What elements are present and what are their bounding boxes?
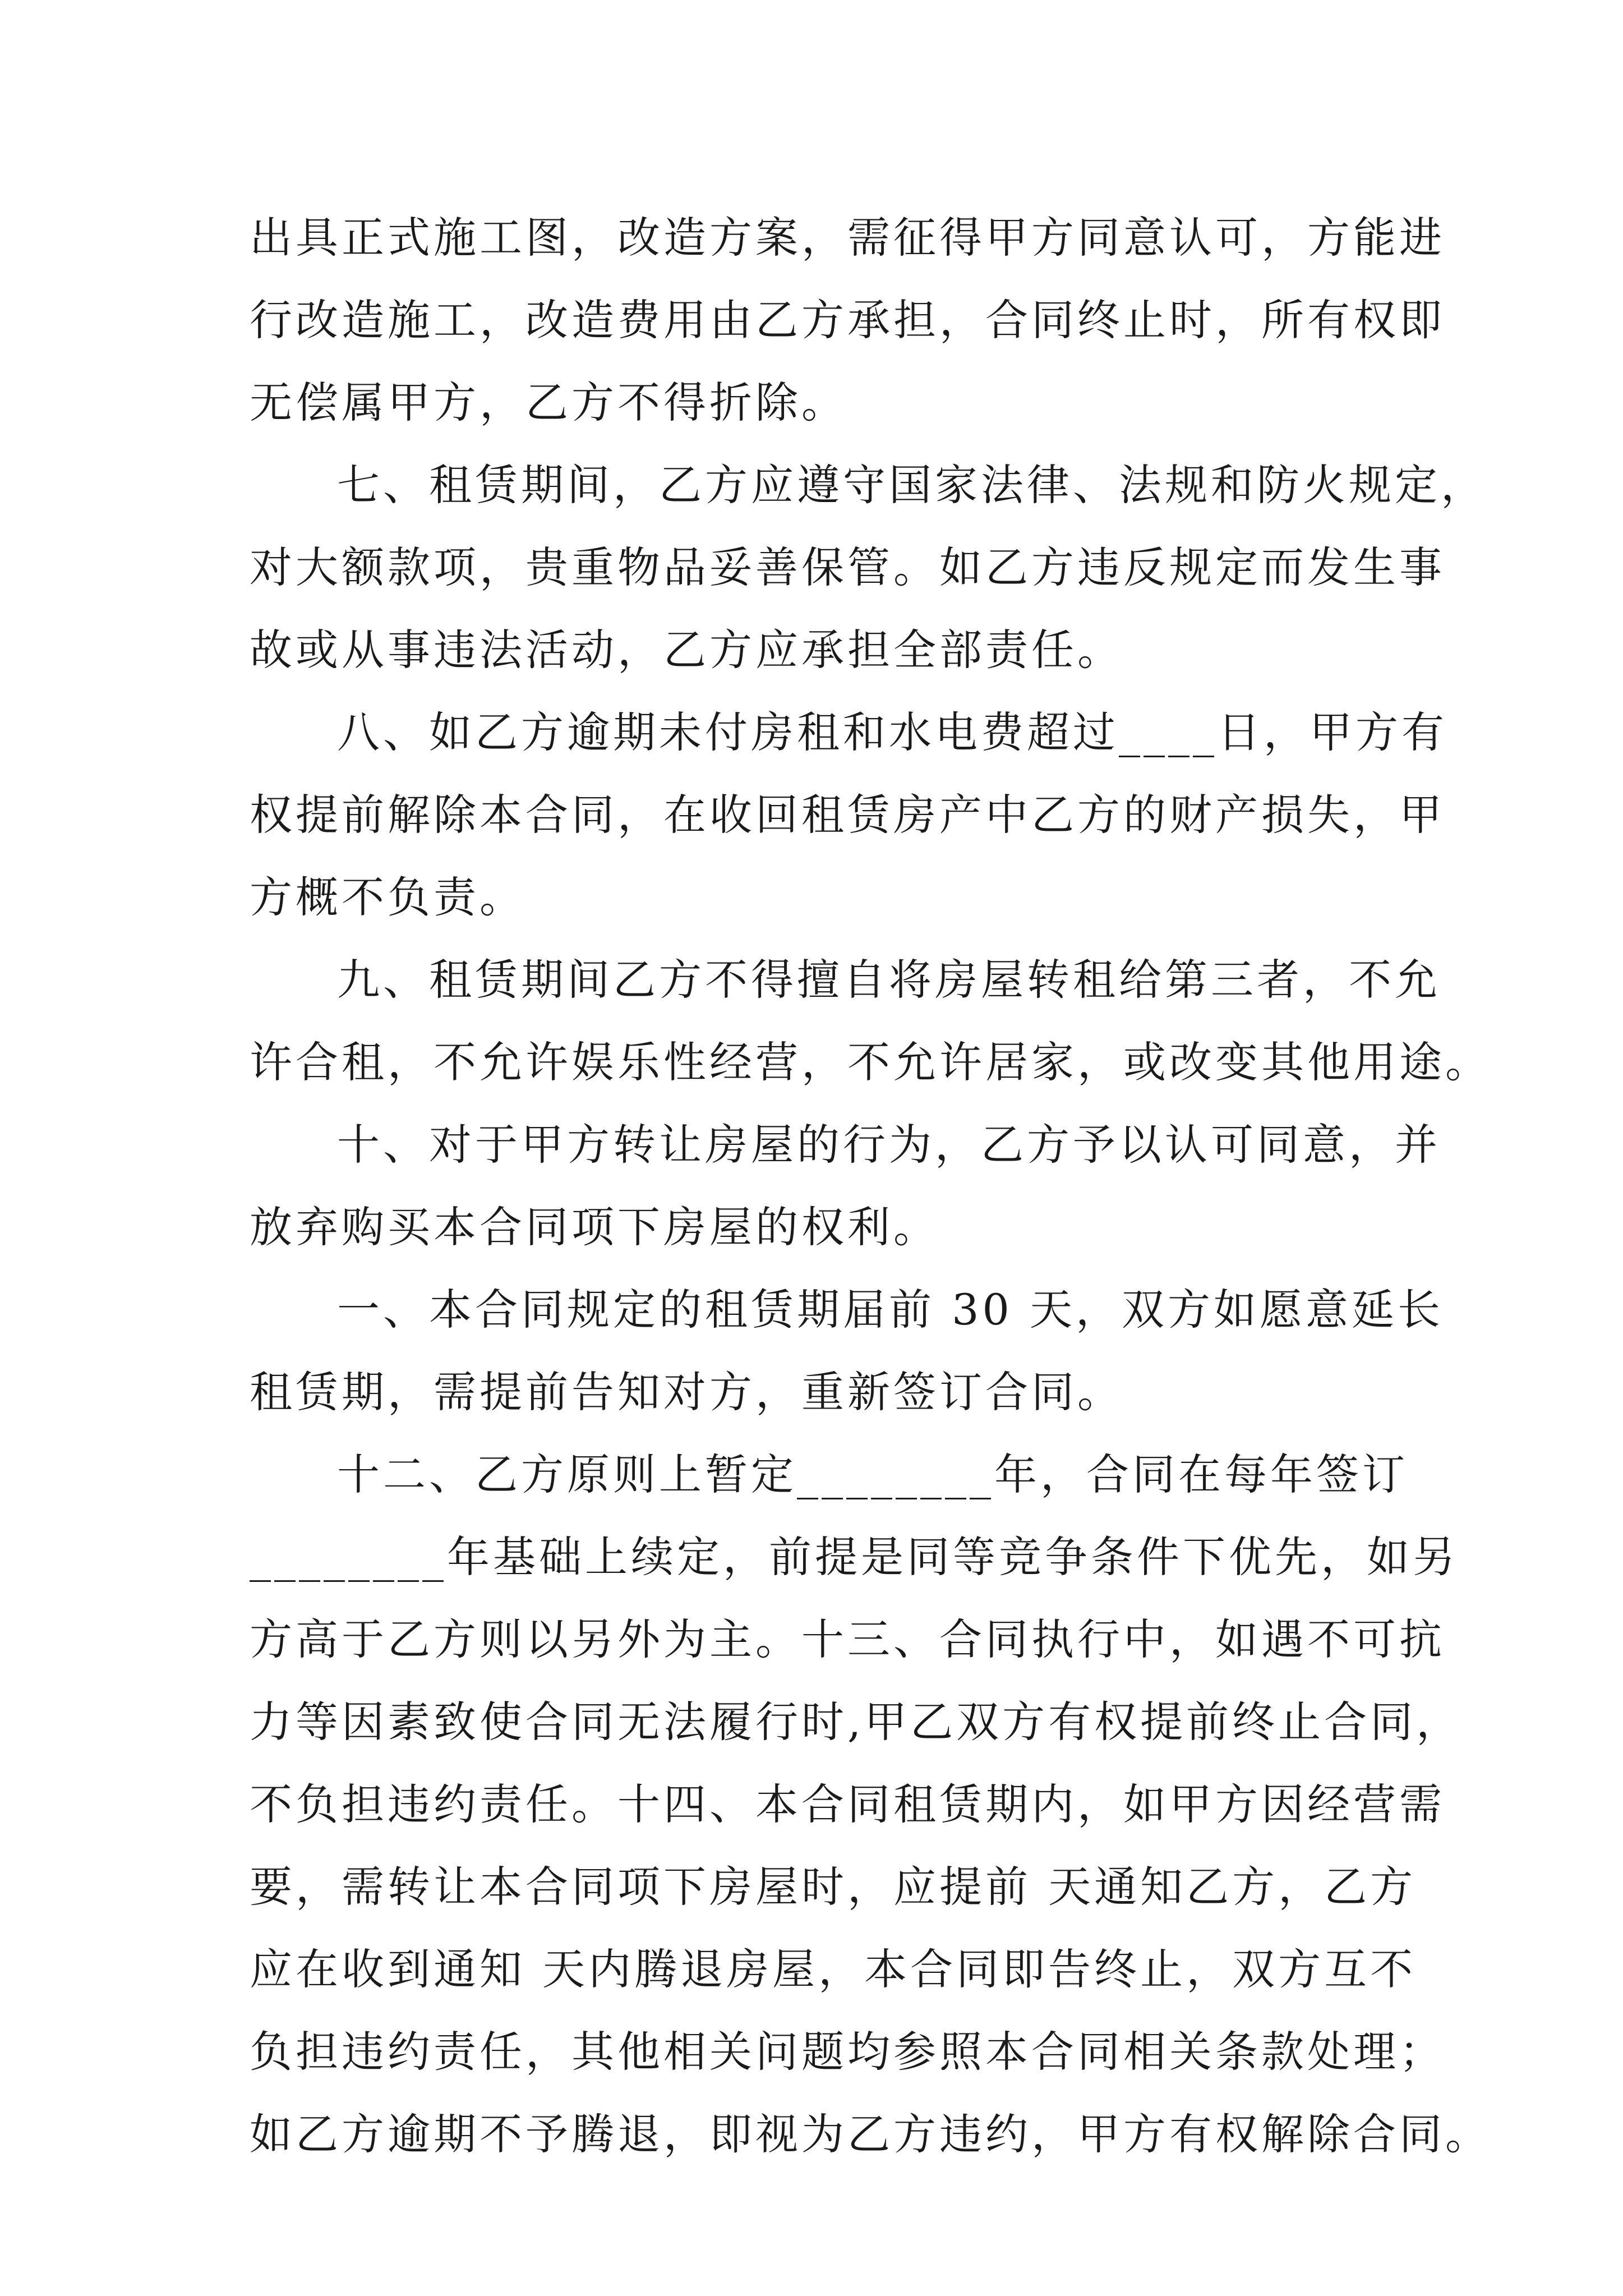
text-line: 对大额款项，贵重物品妥善保管。如乙方违反规定而发生事 — [250, 542, 1445, 592]
text-line: 许合租，不允许娱乐性经营，不允许居家，或改变其他用途。 — [250, 1037, 1491, 1087]
clause-7-line: 七、租赁期间，乙方应遵守国家法律、法规和防火规定， — [337, 460, 1487, 510]
text-line: 租赁期，需提前告知对方，重新签订合同。 — [250, 1367, 1123, 1417]
text-line: 无偿属甲方，乙方不得折除。 — [250, 378, 847, 427]
text-line: 出具正式施工图，改造方案，需征得甲方同意认可，方能进 — [250, 213, 1445, 263]
text-line: 行改造施工，改造费用由乙方承担，合同终止时，所有权即 — [250, 295, 1445, 345]
text-line: ________年基础上续定，前提是同等竞争条件下优先，如另 — [250, 1532, 1459, 1582]
text-line: 方概不负责。 — [250, 872, 525, 922]
text-line: 要，需转让本合同项下房屋时，应提前 天通知乙方，乙方 — [250, 1862, 1417, 1912]
contract-text — [250, 196, 1491, 2175]
text-line: 不负担违约责任。十四、本合同租赁期内，如甲方因经营需 — [250, 1779, 1445, 1829]
text-line: 如乙方逾期不予腾退，即视为乙方违约，甲方有权解除合同。 — [250, 2109, 1491, 2159]
clause-8-line: 八、如乙方逾期未付房租和水电费超过____日，甲方有 — [337, 707, 1447, 757]
text-line: 方高于乙方则以另外为主。十三、合同执行中，如遇不可抗 — [250, 1614, 1445, 1664]
clause-11-line: 一、本合同规定的租赁期届前 30 天，双方如愿意延长 — [337, 1285, 1444, 1335]
clause-10-line: 十、对于甲方转让房屋的行为，乙方予以认可同意，并 — [337, 1120, 1441, 1170]
text-line: 故或从事违法活动，乙方应承担全部责任。 — [250, 625, 1123, 675]
clause-9-line: 九、租赁期间乙方不得擅自将房屋转租给第三者，不允 — [337, 955, 1441, 1005]
clause-12-line: 十二、乙方原则上暂定________年，合同在每年签订 — [337, 1450, 1408, 1499]
text-line: 权提前解除本合同，在收回租赁房产中乙方的财产损失，甲 — [250, 790, 1445, 840]
text-line: 放弃购买本合同项下房屋的权利。 — [250, 1202, 939, 1252]
text-line: 应在收到通知 天内腾退房屋，本合同即告终止，双方互不 — [250, 1944, 1417, 1994]
text-line: 力等因素致使合同无法履行时,甲乙双方有权提前终止合同， — [250, 1697, 1463, 1747]
text-line: 负担违约责任，其他相关问题均参照本合同相关条款处理； — [250, 2027, 1445, 2077]
